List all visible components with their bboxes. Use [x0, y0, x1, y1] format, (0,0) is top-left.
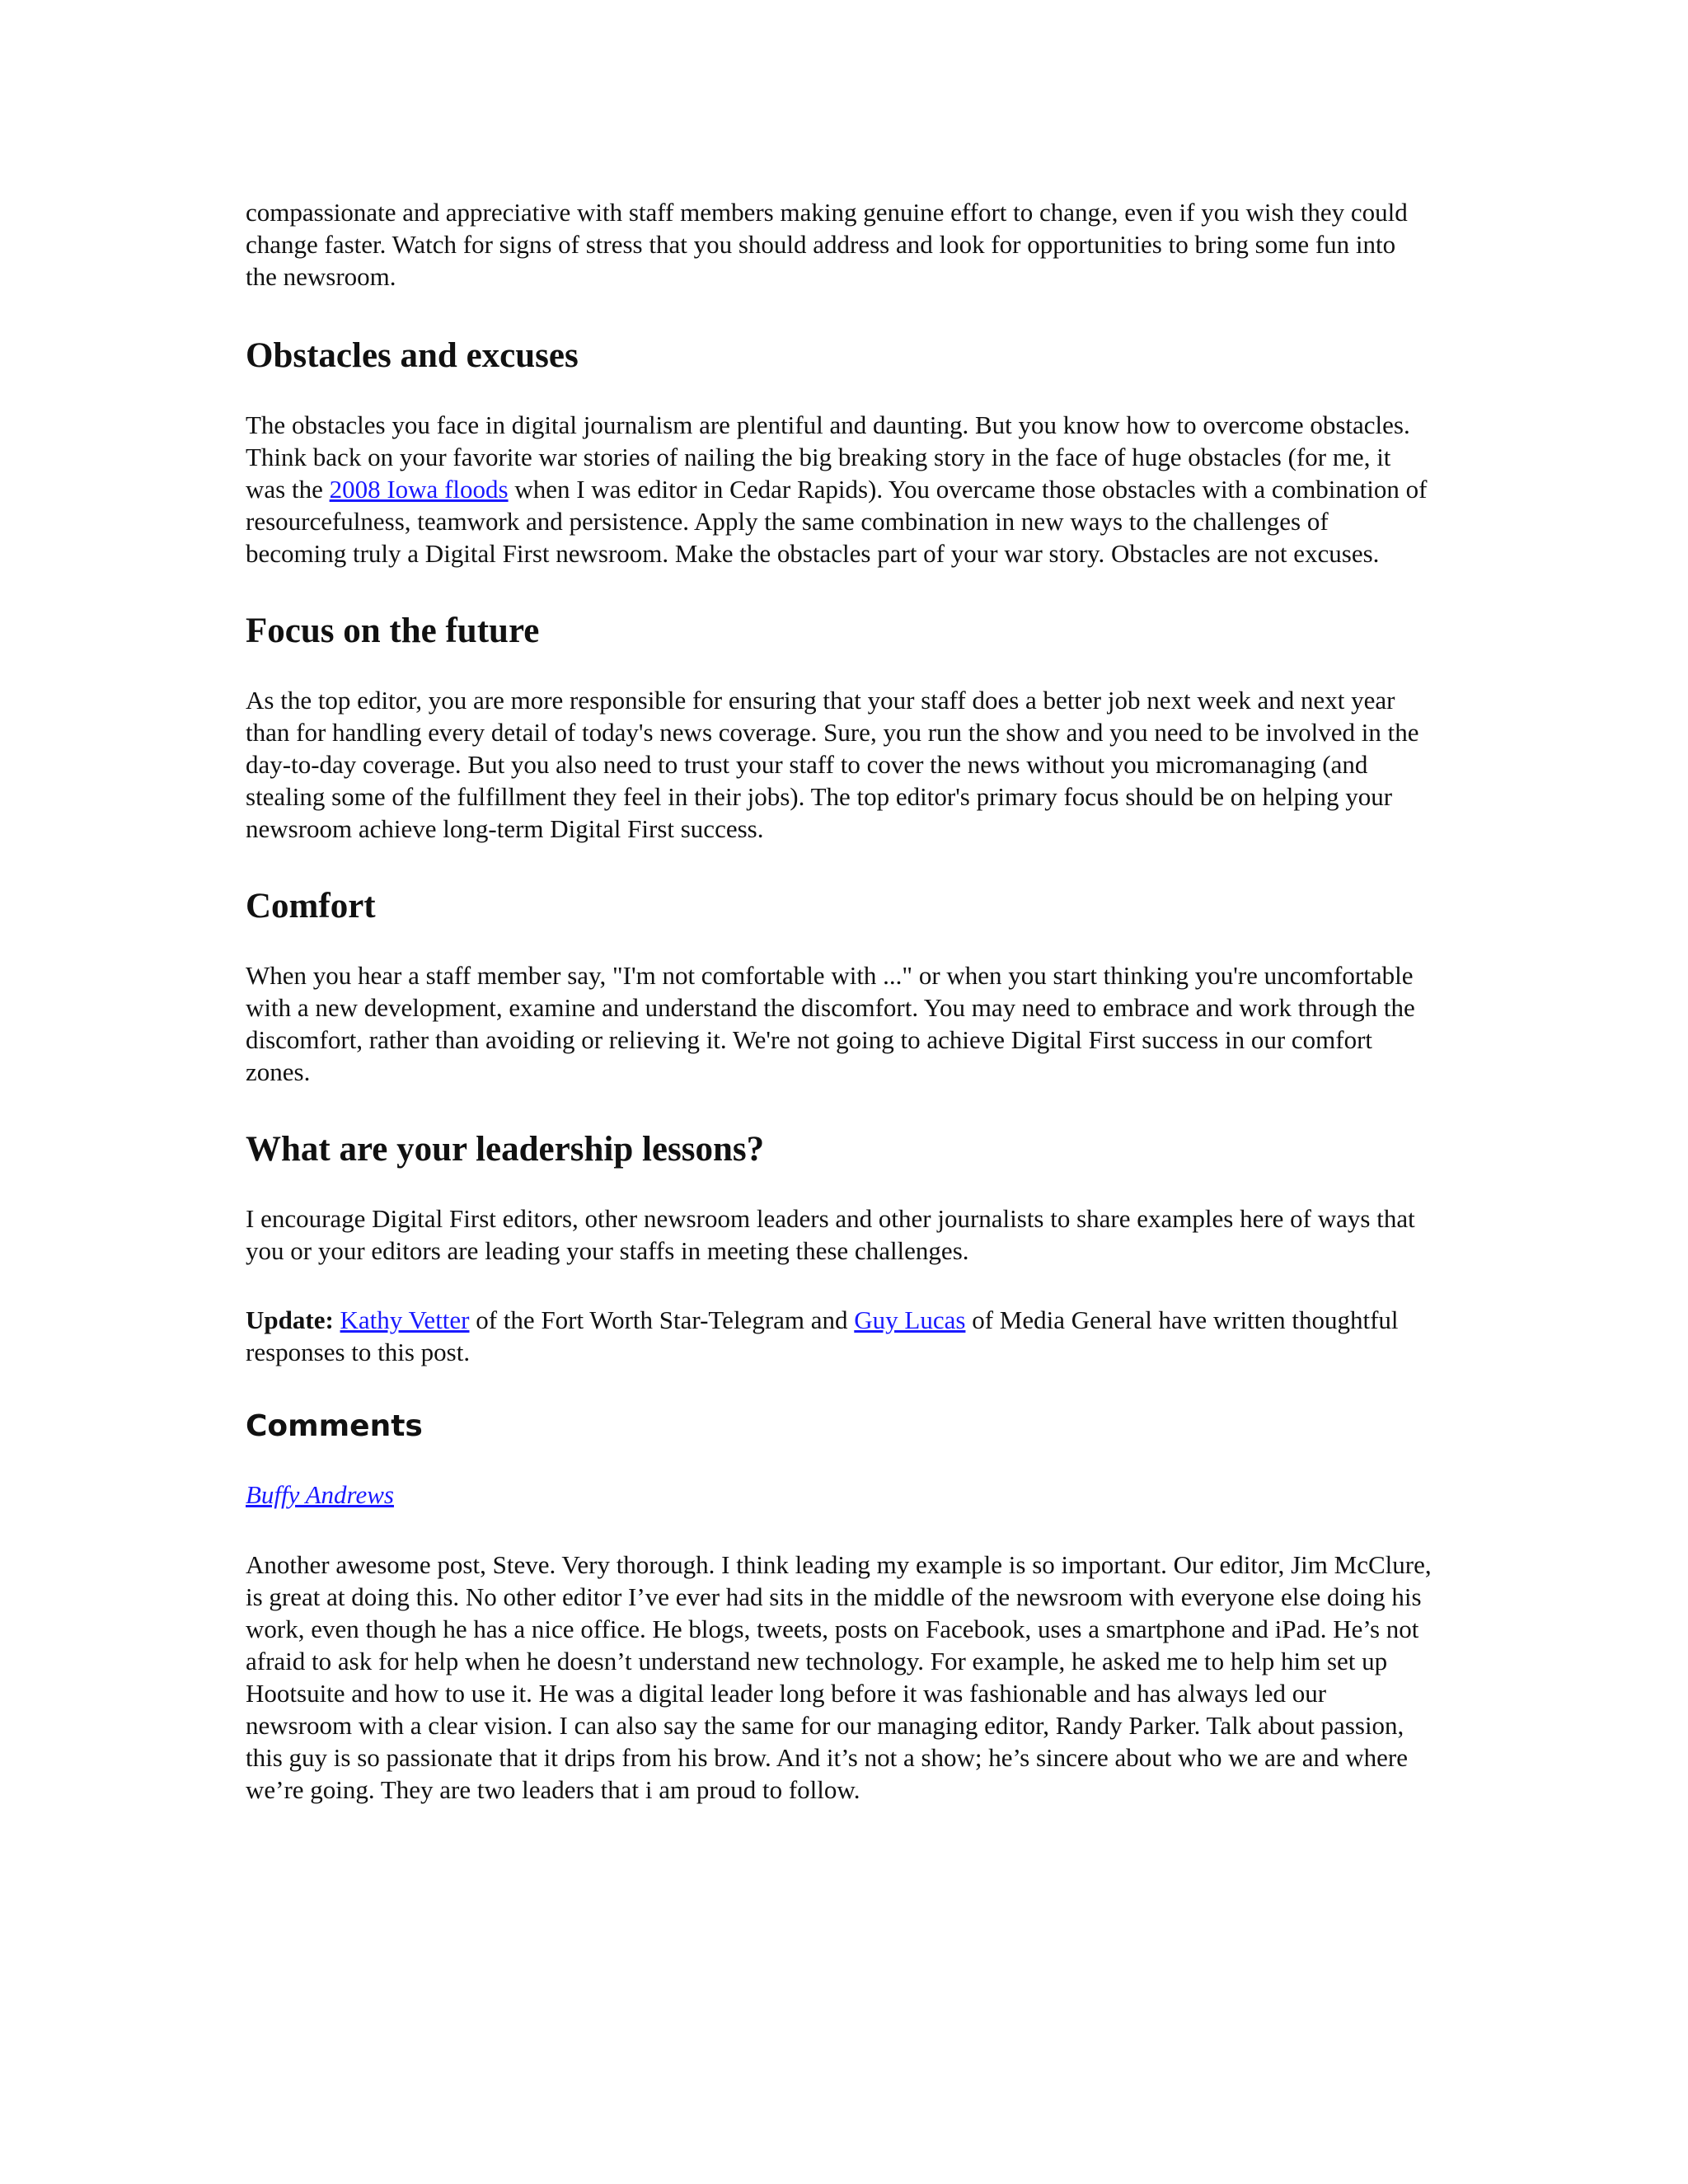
paragraph-obstacles-text-1: The obstacles you face in digital journalism are plentiful and daunting. But you know how to overcome obstacles. Think back on your favorite war stories of nailing the big breaking story in the face of huge obstacles (for me, it was the — [246, 410, 1410, 504]
link-iowa-floods[interactable]: 2008 Iowa floods — [329, 475, 509, 504]
paragraph-obstacles-text-2: when I was editor in Cedar Rapids). You overcame those obstacles with a combination of resourcefulness, teamwork and persistence. Apply the same combination in new ways to the challenges of becoming truly a Digital First newsroom. Make the obstacles part of your war story. Obstacles are not excuses. — [246, 475, 1428, 568]
heading-obstacles: Obstacles and excuses — [246, 336, 579, 375]
comment-author — [246, 1479, 1432, 1511]
paragraph-obstacles — [246, 409, 1432, 569]
link-kathy-vetter[interactable]: Kathy Vetter — [340, 1305, 470, 1334]
document-page — [246, 196, 1432, 1806]
link-guy-lucas[interactable]: Guy Lucas — [854, 1305, 966, 1334]
heading-focus-future: Focus on the future — [246, 612, 540, 650]
update-text-1: of the Fort Worth Star-Telegram and — [469, 1305, 855, 1334]
paragraph-comfort: When you hear a staff member say, "I'm not comfortable with ..." or when you start thinking you're uncomfortable with a new development, examine and understand the discomfort. You may need to embrace and work through the discomfort, rather than avoiding or relieving it. We're not going to achieve Digital First success in our comfort zones. — [246, 961, 1415, 1086]
paragraph-focus-future: As the top editor, you are more responsible for ensuring that your staff does a better job next week and next year than for handling every detail of today's news coverage. Sure, you run the show and you need to be involved in the day-to-day coverage. But you also need to trust your staff to cover the news without you micromanaging (and stealing some of the fulfillment they feel in their jobs). The top editor's primary focus should be on helping your newsroom achieve long-term Digital First success. — [246, 686, 1419, 843]
intro-paragraph: compassionate and appreciative with staff members making genuine effort to change, even if you wish they could change faster. Watch for signs of stress that you should address and look for opportunities to bring some fun into the newsroom. — [246, 198, 1408, 291]
comment-body: Another awesome post, Steve. Very thorough. I think leading my example is so important. Our editor, Jim McClure, is great at doing this. No other editor I’ve ever had sits in the middle of the newsroom with everyone else doing his work, even though he has a nice office. He blogs, tweets, posts on Facebook, uses a smartphone and iPad. He’s not afraid to ask for help when he doesn’t understand new technology. For example, he asked me to help him set up Hootsuite and how to use it. He was a digital leader long before it was fashionable and has always led our newsroom with a clear vision. I can also say the same for our managing editor, Randy Parker. Talk about passion, this guy is so passionate that it drips from his brow. And it’s not a show; he’s sincere about who we are and where we’re going. They are two leaders that i am proud to follow. — [246, 1550, 1432, 1804]
paragraph-leadership-lessons: I encourage Digital First editors, other newsroom leaders and other journalists to share examples here of ways that you or your editors are leading your staffs in meeting these challenges. — [246, 1204, 1415, 1265]
link-comment-author[interactable]: Buffy Andrews — [246, 1480, 394, 1509]
heading-leadership-lessons: What are your leadership lessons? — [246, 1130, 765, 1169]
update-label: Update: — [246, 1305, 334, 1334]
heading-comfort: Comfort — [246, 887, 376, 926]
comments-heading: Comments — [246, 1409, 423, 1443]
update-text-2: of Media General have written thoughtful responses to this post. — [246, 1305, 1399, 1366]
update-paragraph — [246, 1304, 1432, 1368]
